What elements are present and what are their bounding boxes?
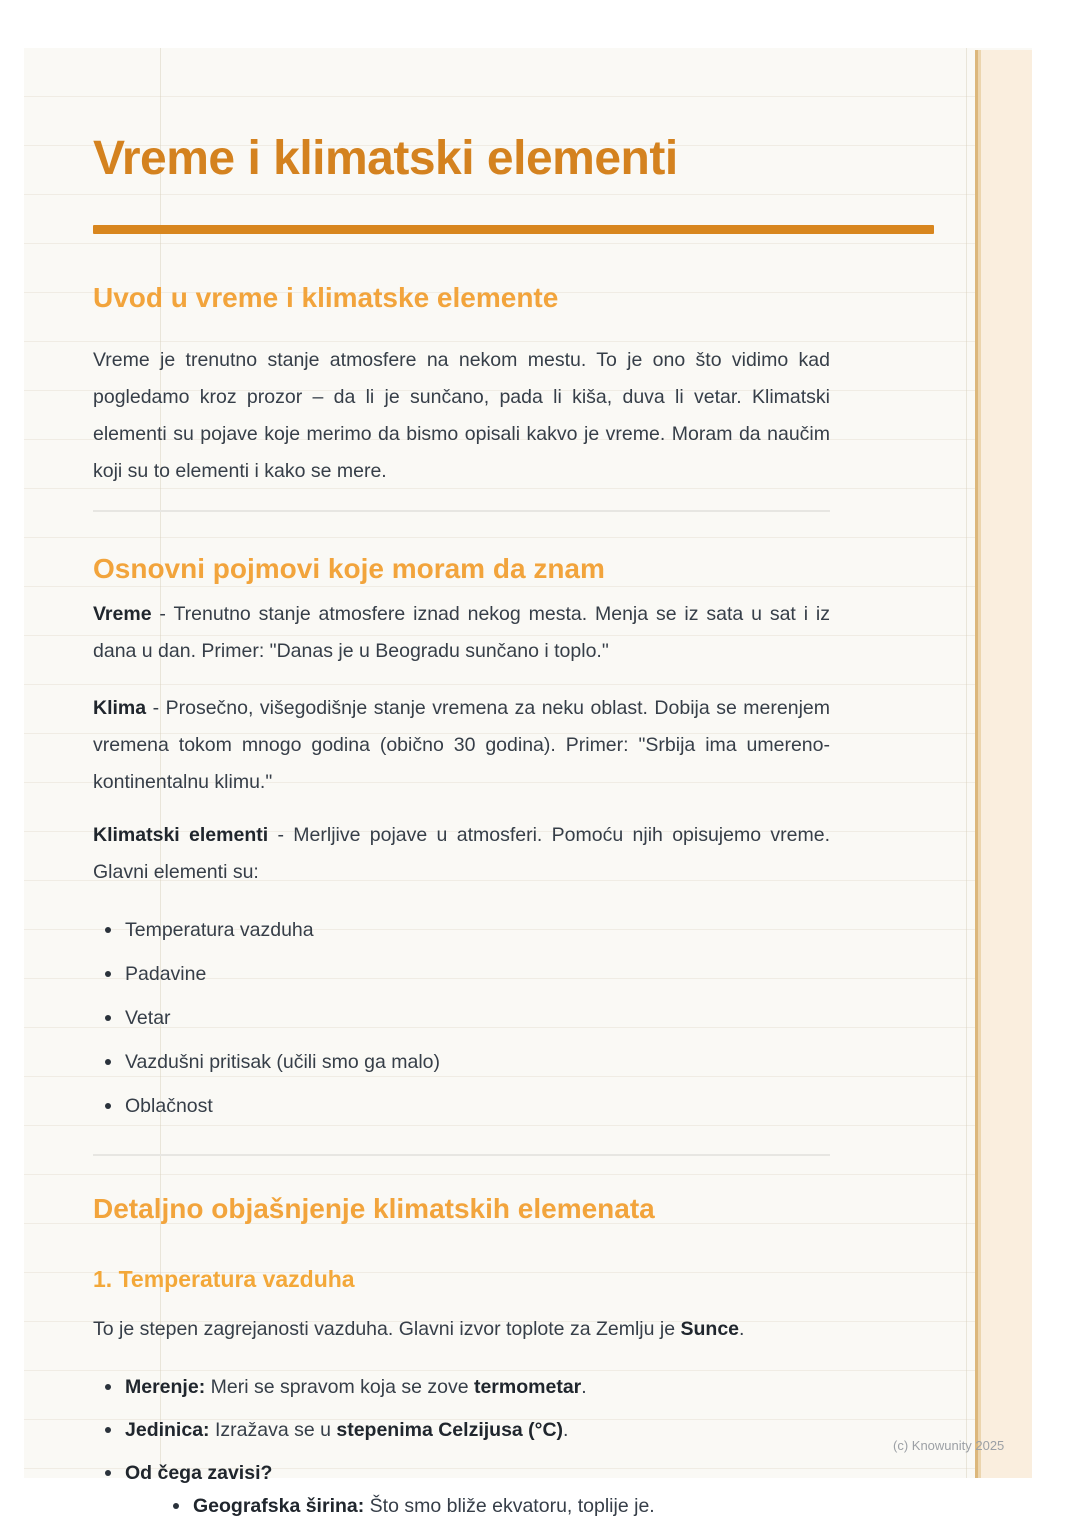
title-underline-bar xyxy=(93,225,934,234)
intro-paragraph: Vreme je trenutno stanje atmosfere na nekom mestu. To je ono što vidimo kad pogledamo kroz prozor – da li je sunčano, pada li kiša, duva li vetar. Klimatski elementi su pojave koje merimo da bismo opisali kakvo je vreme. Moram da naučim koji su to elementi i kako se mere. xyxy=(93,349,830,482)
temperatura-details-list xyxy=(93,1369,830,1525)
list-item xyxy=(93,1455,830,1525)
list-item: Oblačnost xyxy=(93,1088,830,1125)
list-item: Jedinica: Izražava se u stepenima Celzijusa (°C). xyxy=(93,1412,830,1449)
term-paragraph-klimatski-elementi: Klimatski elementi - Merljive pojave u atmosferi. Pomoću njih opisujemo vreme. Glavni elementi su: xyxy=(93,824,830,883)
list-item: Vazdušni pritisak (učili smo ga malo) xyxy=(93,1044,830,1081)
page-title: Vreme i klimatski elementi xyxy=(93,132,678,185)
document-page xyxy=(24,48,1032,1517)
list-item: Temperatura vazduha xyxy=(93,912,830,949)
temperatura-intro-paragraph: To je stepen zagrejanosti vazduha. Glavni izvor toplote za Zemlju je Sunce. xyxy=(93,1318,745,1340)
list-item: Vetar xyxy=(93,1000,830,1037)
decorative-side-stripe xyxy=(975,50,1032,1478)
climate-elements-list xyxy=(93,912,830,1125)
term-paragraph-vreme: Vreme - Trenutno stanje atmosfere iznad nekog mesta. Menja se iz sata u sat i iz dana u dan. Primer: "Danas je u Beogradu sunčano i toplo." xyxy=(93,603,830,662)
list-item: Padavine xyxy=(93,956,830,993)
section-heading-uvod: Uvod u vreme i klimatske elemente xyxy=(93,282,559,313)
section-divider xyxy=(93,1154,830,1156)
temperatura-sub-list xyxy=(161,1488,830,1525)
term-paragraph-klima: Klima - Prosečno, višegodišnje stanje vremena za neku oblast. Dobija se merenjem vremena tokom mnogo godina (obično 30 godina). Primer: "Srbija ima umereno-kontinentalnu klimu." xyxy=(93,697,830,793)
list-item: Geografska širina: Što smo bliže ekvatoru, toplije je. xyxy=(161,1488,830,1525)
subsection-heading-temperatura: 1. Temperatura vazduha xyxy=(93,1266,355,1292)
document-content xyxy=(93,48,830,1531)
paper-guide-line-right xyxy=(966,48,967,1478)
list-item-text: Od čega zavisi? xyxy=(125,1462,273,1484)
section-heading-detaljno: Detaljno objašnjenje klimatskih elemenata xyxy=(93,1193,655,1224)
list-item: Merenje: Meri se spravom koja se zove termometar. xyxy=(93,1369,830,1406)
section-divider xyxy=(93,510,830,512)
copyright-watermark: (c) Knowunity 2025 xyxy=(893,1438,1005,1453)
section-heading-osnovni-pojmovi: Osnovni pojmovi koje moram da znam xyxy=(93,553,605,584)
